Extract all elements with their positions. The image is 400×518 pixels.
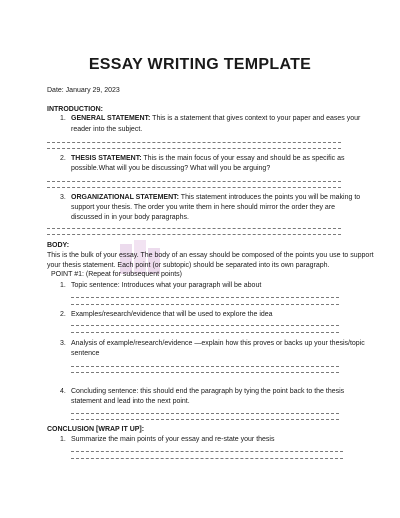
item-label: GENERAL STATEMENT: bbox=[71, 115, 151, 122]
writing-line bbox=[71, 304, 339, 305]
writing-line bbox=[47, 228, 341, 229]
list-number: 1. bbox=[60, 282, 66, 289]
page-title: ESSAY WRITING TEMPLATE bbox=[88, 56, 312, 73]
writing-line bbox=[47, 181, 341, 182]
writing-line bbox=[71, 372, 339, 373]
writing-line bbox=[71, 366, 339, 367]
list-number: 4. bbox=[60, 388, 66, 395]
list-item-text-cont: sentence bbox=[71, 350, 100, 357]
item-text: This statement introduces the points you will be making to bbox=[178, 194, 361, 201]
list-number: 3. bbox=[60, 340, 66, 347]
writing-line bbox=[71, 413, 339, 414]
list-number: 1. bbox=[60, 115, 66, 122]
list-item-text-cont: support your thesis. The order you write them in here should mirror the order they are bbox=[71, 204, 336, 211]
list-number: 3. bbox=[60, 194, 66, 201]
writing-line bbox=[71, 332, 339, 333]
list-item-text: Concluding sentence: this should end the paragraph by tying the point back to the thesis bbox=[71, 388, 345, 395]
writing-line bbox=[47, 148, 341, 149]
list-item-text: Analysis of example/research/evidence —explain how this proves or backs up your thesis/topic bbox=[71, 340, 365, 347]
writing-line bbox=[47, 187, 341, 188]
body-intro-cont: your thesis statement. Each point (or subtopic) should be separated into its own paragraph. bbox=[47, 262, 330, 269]
writing-line bbox=[71, 419, 339, 420]
list-item-text: Examples/research/evidence that will be used to explore the idea bbox=[71, 311, 273, 318]
body-heading: BODY: bbox=[47, 242, 70, 249]
item-text: This is the main focus of your essay and should be as specific as bbox=[141, 155, 345, 162]
list-number: 2. bbox=[60, 311, 66, 318]
writing-line bbox=[71, 451, 343, 452]
date-line: Date: January 29, 2023 bbox=[47, 87, 120, 94]
list-number: 1. bbox=[60, 436, 66, 443]
item-label: THESIS STATEMENT: bbox=[71, 155, 142, 162]
item-label: ORGANIZATIONAL STATEMENT: bbox=[71, 194, 179, 201]
list-number: 2. bbox=[60, 155, 66, 162]
introduction-heading: INTRODUCTION: bbox=[47, 106, 103, 113]
body-intro: This is the bulk of your essay. The body of an essay should be composed of the points you use to support bbox=[47, 252, 374, 259]
writing-line bbox=[47, 142, 341, 143]
item-text: This is a statement that gives context to your paper and eases your bbox=[150, 115, 361, 122]
writing-line bbox=[71, 297, 339, 298]
list-item-text bbox=[71, 113, 360, 124]
list-item-text-cont: discussed in in your body paragraphs. bbox=[71, 214, 189, 221]
list-item-text: Summarize the main points of your essay and re-state your thesis bbox=[71, 436, 275, 443]
list-item-text: Topic sentence: Introduces what your paragraph will be about bbox=[71, 282, 262, 289]
writing-line bbox=[47, 234, 341, 235]
list-item-text-cont: reader into the subject. bbox=[71, 126, 143, 133]
conclusion-heading: CONCLUSION [WRAP IT UP]: bbox=[47, 426, 145, 433]
list-item-text-cont: statement and lead into the next point. bbox=[71, 398, 190, 405]
list-item-text-cont: possible.What will you be discussing? What will you be arguing? bbox=[71, 165, 271, 172]
writing-line bbox=[71, 325, 339, 326]
point-label: POINT #1: (Repeat for subsequent points) bbox=[51, 271, 182, 278]
writing-line bbox=[71, 458, 343, 459]
